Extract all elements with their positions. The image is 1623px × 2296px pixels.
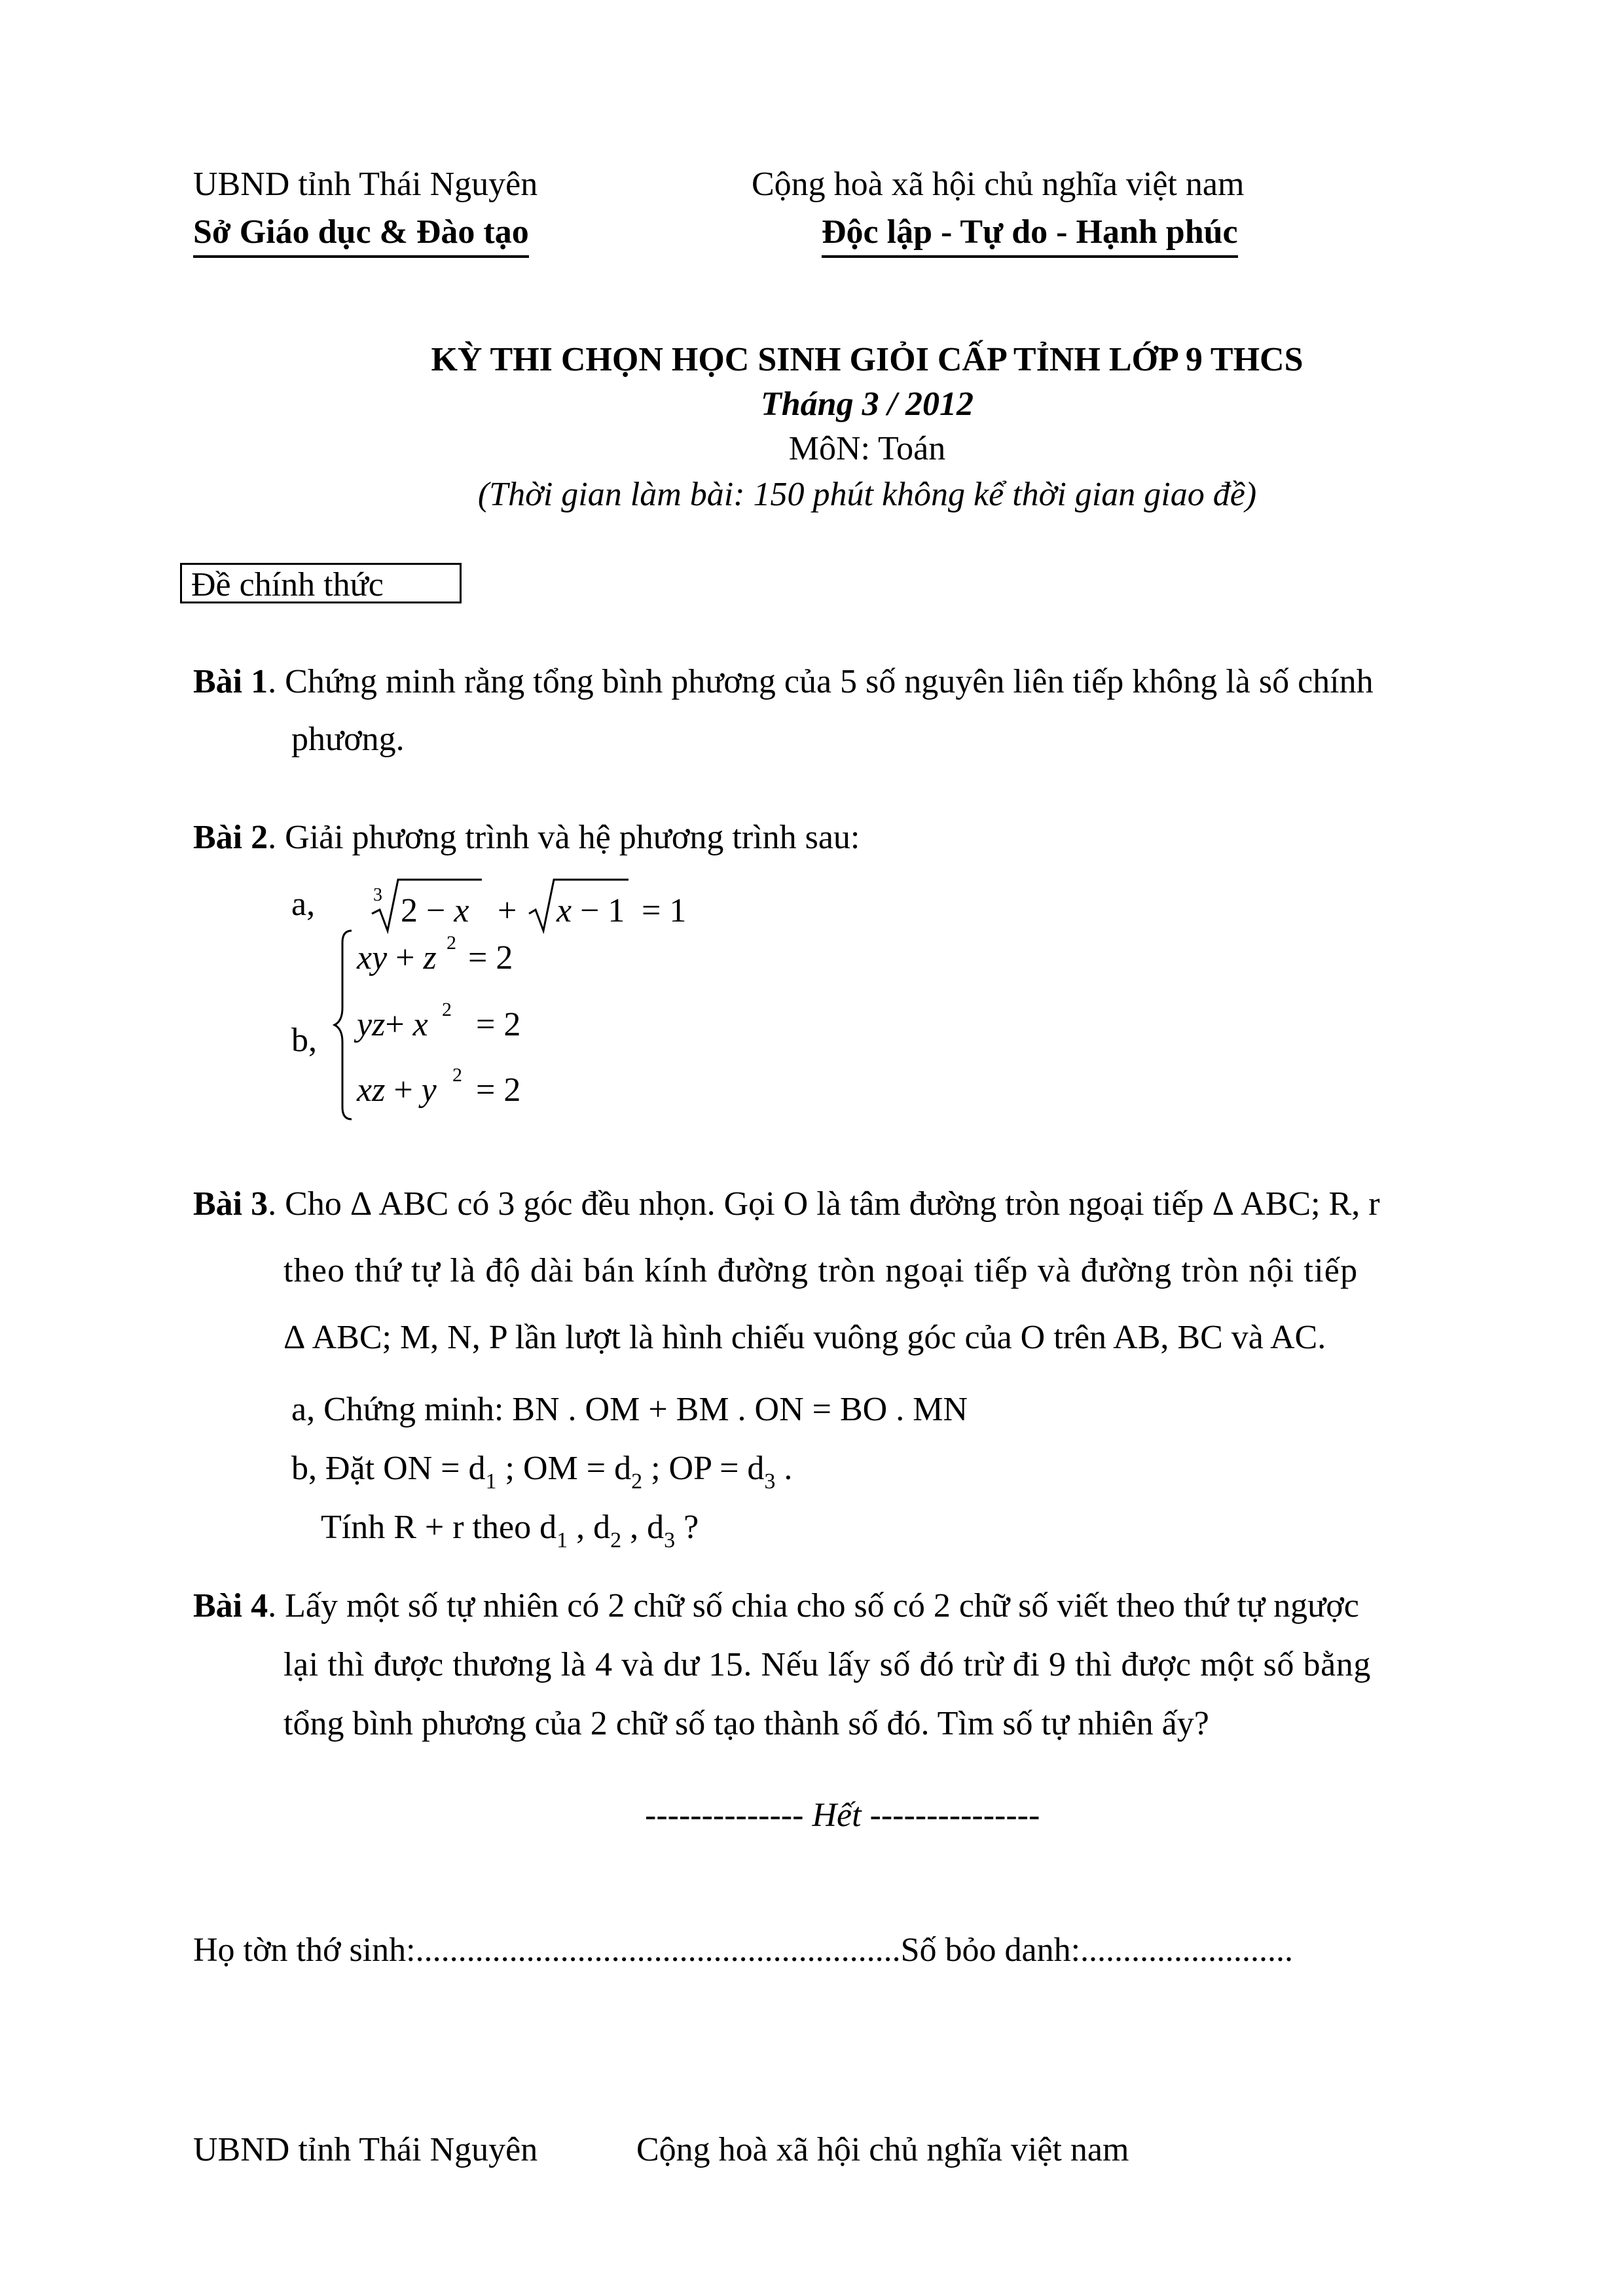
end-dashes-left: -------------- <box>645 1797 812 1834</box>
problem-4-line3: tổng bình phương của 2 chữ số tạo thành số đó. Tìm số tự nhiên ấy? <box>283 1705 1209 1742</box>
problem-2b-label: b, <box>291 1022 317 1059</box>
exam-duration: (Thời gian làm bài: 150 phút không kể thời gian giao đề) <box>477 476 1257 513</box>
svg-text:3: 3 <box>373 885 382 905</box>
problem-3-line2: theo thứ tự là độ dài bán kính đường tròn ngoại tiếp và đường tròn nội tiếp <box>283 1252 1359 1289</box>
exam-date: Tháng 3 / 2012 <box>760 386 974 423</box>
problem-3-line1 <box>193 1185 1380 1223</box>
problem-4-line1 <box>193 1587 1359 1625</box>
svg-text:yz+ x: yz+ x <box>357 1006 428 1043</box>
problem-3b-mid2: ; OP = <box>651 1450 739 1487</box>
svg-text:xz + y: xz + y <box>357 1071 437 1109</box>
svg-text:2: 2 <box>442 999 452 1020</box>
header-right-line1: Cộng hoà xã hội chủ nghĩa việt nam <box>752 166 1245 203</box>
problem-3-label: Bài 3 <box>193 1185 268 1223</box>
header-right-line2: Độc lập - Tự do - Hạnh phúc <box>822 213 1238 258</box>
footer-right-line: Cộng hoà xã hội chủ nghĩa việt nam <box>636 2131 1129 2168</box>
problem-3b-end: . <box>784 1450 793 1487</box>
exam-subject: MôN: Toán <box>788 430 946 467</box>
end-marker <box>645 1796 1040 1835</box>
problem-1-label: Bài 1 <box>193 663 268 700</box>
svg-text:= 2: = 2 <box>476 1071 521 1109</box>
problem-2-line <box>193 818 860 857</box>
triangle-icon: Δ <box>350 1185 371 1223</box>
problem-1-line1 <box>193 662 1374 701</box>
svg-text:2: 2 <box>452 1064 462 1086</box>
svg-text:= 2: = 2 <box>476 1006 521 1043</box>
problem-3-text-a: . Cho <box>268 1185 342 1223</box>
end-word: Hết <box>812 1797 862 1834</box>
svg-text:+: + <box>498 892 517 929</box>
problem-3b-prefix: b, Đặt ON = <box>291 1450 460 1487</box>
official-label: Đề chính thức <box>180 563 462 603</box>
problem-2b-system <box>331 923 606 1126</box>
problem-4-label: Bài 4 <box>193 1587 268 1624</box>
problem-4-text: . Lấy một số tự nhiên có 2 chữ số chia cho số có 2 chữ số viết theo thứ tự ngược <box>268 1587 1359 1624</box>
problem-1-line2: phương. <box>291 721 405 758</box>
exam-title: KỲ THI CHỌN HỌC SINH GIỎI CẤP TỈNH LỚP 9 THCS <box>431 341 1304 378</box>
problem-3c: Tính R + r theo $d_1$ , $d_2$ , $d_3$ ? <box>321 1509 699 1552</box>
svg-text:= 2: = 2 <box>468 939 513 977</box>
svg-text:2 − x: 2 − x <box>401 892 469 929</box>
problem-4-line2: lại thì được thương là 4 và dư 15. Nếu lấy số đó trừ đi 9 thì được một số bằng <box>283 1646 1372 1683</box>
svg-text:2: 2 <box>447 932 456 954</box>
header-left-line2: Sở Giáo dục & Đào tạo <box>193 213 529 258</box>
candidate-info-line: Họ tờn thớ sinh:.........................................................Số bỏo danh:......................... <box>193 1931 1294 1969</box>
problem-3b: b, Đặt ON = $d_1$ ; OM = $d_2$ ; OP = $d_3$ . <box>291 1450 793 1494</box>
triangle-icon: Δ <box>1212 1185 1233 1223</box>
problem-2-label: Bài 2 <box>193 819 268 856</box>
problem-1-text: . Chứng minh rằng tổng bình phương của 5 số nguyên liên tiếp không là số chính <box>268 663 1374 700</box>
problem-3c-prefix: Tính R + r theo <box>321 1509 532 1546</box>
problem-3-text-c: ABC; R, r <box>1241 1185 1380 1223</box>
problem-3a: a, Chứng minh: BN . OM + BM . ON = BO . MN <box>291 1391 968 1428</box>
header-left-line1: UBND tỉnh Thái Nguyên <box>193 166 538 203</box>
problem-2a-label: a, <box>291 886 316 923</box>
problem-2-text: . Giải phương trình và hệ phương trình sau: <box>268 819 860 856</box>
svg-text:xy + z: xy + z <box>357 939 437 977</box>
problem-3-line3 <box>283 1318 1326 1357</box>
problem-3-text-d: ABC; M, N, P lần lượt là hình chiếu vuông góc của O trên AB, BC và AC. <box>312 1319 1326 1356</box>
left-brace-icon <box>335 931 352 1119</box>
problem-3c-end: ? <box>684 1509 699 1546</box>
footer-left-line: UBND tỉnh Thái Nguyên <box>193 2131 538 2168</box>
svg-text:x − 1: x − 1 <box>556 892 625 929</box>
end-dashes-right: --------------- <box>861 1797 1040 1834</box>
problem-3b-mid1: ; OM = <box>505 1450 606 1487</box>
problem-3-text-b: ABC có 3 góc đều nhọn. Gọi O là tâm đường tròn ngoại tiếp <box>378 1185 1204 1223</box>
svg-text:= 1: = 1 <box>642 892 687 929</box>
triangle-icon: Δ <box>283 1319 304 1356</box>
